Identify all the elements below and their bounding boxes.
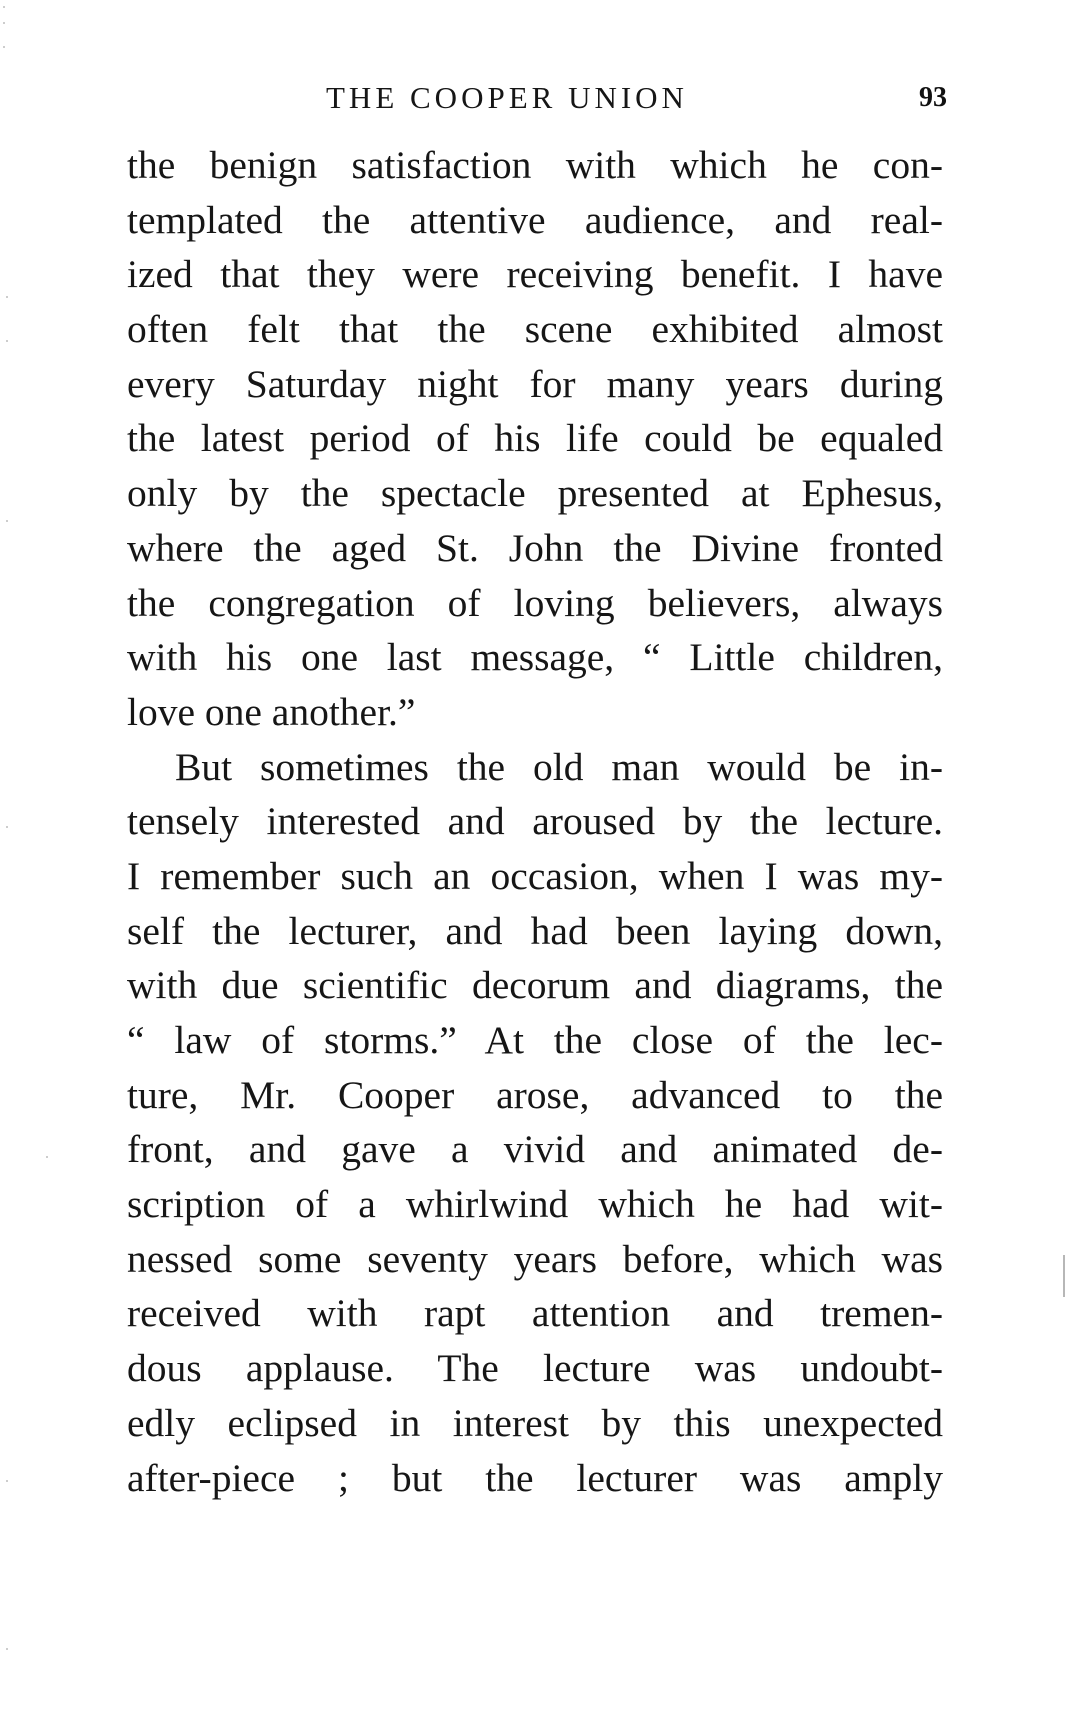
text-line: often felt that the scene exhibited almost	[127, 307, 943, 352]
scan-dot	[6, 826, 8, 828]
text-line: self the lecturer, and had been laying down,	[127, 908, 943, 953]
text-line: dous applause. The lecture was undoubt-	[127, 1346, 943, 1391]
text-line: I remember such an occasion, when I was my-	[127, 853, 943, 898]
text-line: the benign satisfaction with which he con-	[127, 143, 943, 187]
scan-mark	[1063, 1255, 1065, 1297]
text-line: where the aged St. John the Divine fronted	[127, 525, 943, 570]
scan-dot	[3, 46, 5, 48]
text-line: front, and gave a vivid and animated de-	[127, 1127, 943, 1172]
text-line: after-piece ; but the lecturer was amply	[127, 1455, 943, 1500]
scan-dot	[6, 340, 8, 342]
body-text	[127, 138, 943, 1505]
paragraph-first-line: But sometimes the old man would be in-	[175, 744, 943, 789]
text-line: “ law of storms.” At the close of the lec-	[127, 1018, 943, 1062]
scan-dot	[6, 1480, 8, 1482]
text-line: with his one last message, “ Little children,	[127, 635, 943, 680]
scan-dot	[3, 6, 5, 8]
paragraph-last-line: love one another.”	[127, 689, 416, 734]
text-line: templated the attentive audience, and real-	[127, 197, 943, 242]
scan-dot	[6, 1648, 8, 1650]
text-line: the latest period of his life could be equaled	[127, 416, 943, 461]
text-line: the congregation of loving believers, always	[127, 580, 943, 625]
text-line: scription of a whirlwind which he had wit-	[127, 1182, 943, 1227]
scan-dot	[6, 520, 8, 522]
text-line: edly eclipsed in interest by this unexpected	[127, 1400, 943, 1445]
text-line: tensely interested and aroused by the lecture.	[127, 799, 943, 844]
running-head	[120, 78, 947, 118]
text-line: every Saturday night for many years during	[127, 361, 943, 406]
text-line: received with rapt attention and tremen-	[127, 1291, 943, 1336]
scan-dot	[46, 1156, 48, 1158]
page-number: 93	[919, 82, 947, 113]
scan-dot	[3, 22, 5, 24]
running-title: THE COOPER UNION	[326, 80, 688, 115]
text-line: ture, Mr. Cooper arose, advanced to the	[127, 1072, 943, 1117]
text-line: with due scientific decorum and diagrams, the	[127, 963, 943, 1008]
text-line: nessed some seventy years before, which was	[127, 1236, 943, 1281]
text-line: ized that they were receiving benefit. I have	[127, 252, 943, 297]
scan-dot	[6, 296, 8, 298]
text-line: only by the spectacle presented at Ephesus,	[127, 471, 943, 516]
